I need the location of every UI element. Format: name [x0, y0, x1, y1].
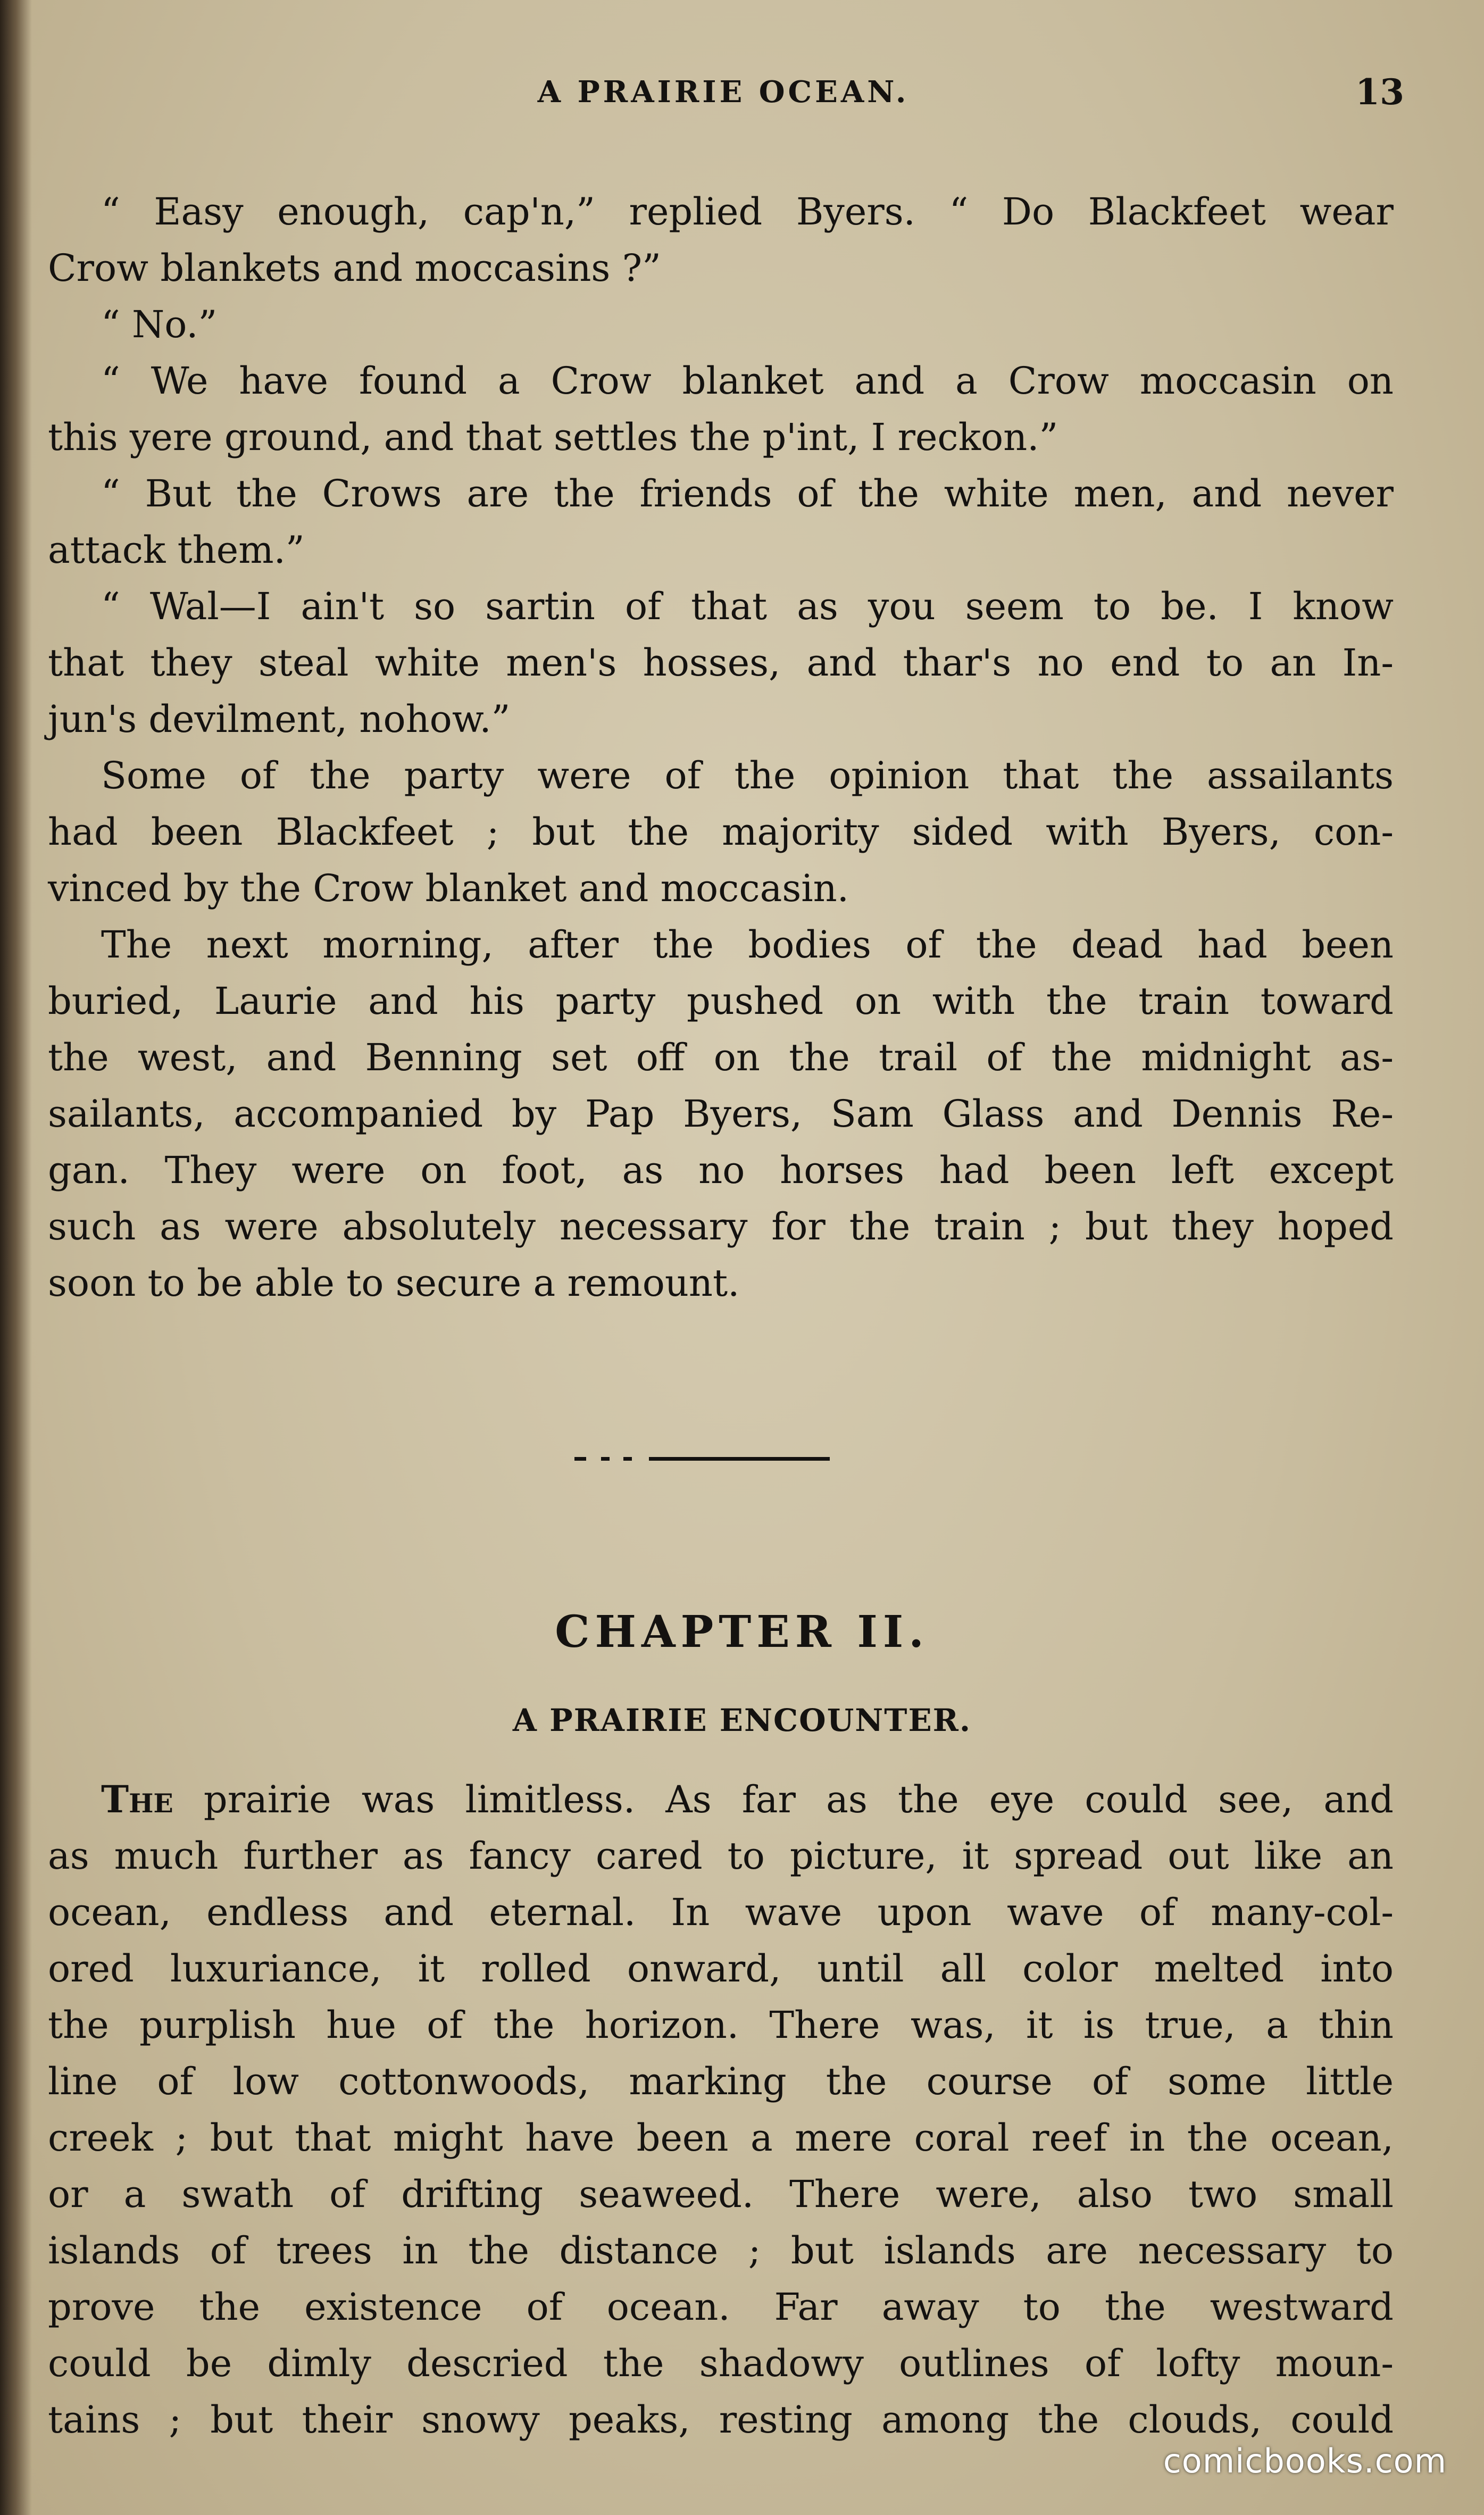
text-line: Some of the party were of the opinion that the assailants	[101, 754, 1394, 797]
chapter-title: CHAPTER II.	[555, 1606, 929, 1658]
text-line: buried, Laurie and his party pushed on with the train toward	[48, 979, 1394, 1023]
text-line: prove the existence of ocean. Far away to the westward	[48, 2285, 1394, 2329]
text-line: had been Blackfeet ; but the majority sided with Byers, con-	[48, 810, 1394, 854]
text-line: vinced by the Crow blanket and moccasin.	[48, 867, 849, 910]
text-line: such as were absolutely necessary for the train ; but they hoped	[48, 1205, 1394, 1248]
text-line: this yere ground, and that settles the p'int, I reckon.”	[48, 415, 1058, 459]
running-head: A PRAIRIE OCEAN.	[537, 74, 910, 110]
text-line: tains ; but their snowy peaks, resting among the clouds, could	[48, 2398, 1394, 2442]
text-line: sailants, accompanied by Pap Byers, Sam Glass and Dennis Re-	[48, 1092, 1394, 1136]
text-line: “ No.”	[101, 303, 218, 346]
text-line: The next morning, after the bodies of the dead had been	[101, 923, 1394, 967]
text-line: “ Easy enough, cap'n,” replied Byers. “ Do Blackfeet wear	[101, 190, 1394, 234]
text-line: islands of trees in the distance ; but islands are necessary to	[48, 2229, 1394, 2272]
bottom-text-block	[48, 1771, 1394, 2448]
text-line: could be dimly descried the shadowy outlines of lofty moun-	[48, 2342, 1394, 2385]
chapter-opening-word: The	[101, 1777, 173, 1821]
text-line: that they steal white men's hosses, and thar's no end to an In-	[48, 641, 1394, 685]
page-binding-edge	[0, 0, 32, 2515]
text-line: as much further as fancy cared to picture, it spread out like an	[48, 1834, 1394, 1878]
top-text-block	[48, 184, 1394, 1311]
chapter-subtitle: A PRAIRIE ENCOUNTER.	[512, 1702, 972, 1738]
watermark: comicbooks.com	[1163, 2442, 1447, 2480]
text-line: “ Wal—I ain't so sartin of that as you seem to be. I know	[101, 585, 1394, 628]
page-number: 13	[1355, 71, 1404, 113]
text-line: attack them.”	[48, 528, 305, 572]
text-line: ored luxuriance, it rolled onward, until all color melted into	[48, 1947, 1394, 1991]
page-header	[48, 71, 1404, 122]
text-line: Crow blankets and moccasins ?”	[48, 246, 661, 290]
text-line: the west, and Benning set off on the trail of the midnight as-	[48, 1036, 1394, 1079]
text-line: “ But the Crows are the friends of the white men, and never	[101, 472, 1394, 515]
text-line: or a swath of drifting seaweed. There were, also two small	[48, 2172, 1394, 2216]
text-line: soon to be able to secure a remount.	[48, 1261, 740, 1305]
text-line	[48, 1771, 1394, 1828]
text-line: jun's devilment, nohow.”	[48, 697, 511, 741]
text-line: creek ; but that might have been a mere coral reef in the ocean,	[48, 2116, 1394, 2160]
chapter-opening-text: prairie was limitless. As far as the eye could see, and	[173, 1778, 1394, 1821]
text-line: “ We have found a Crow blanket and a Crow moccasin on	[101, 359, 1394, 403]
section-divider	[574, 1455, 830, 1462]
text-line: the purplish hue of the horizon. There was, it is true, a thin	[48, 2003, 1394, 2047]
text-line: gan. They were on foot, as no horses had been left except	[48, 1148, 1394, 1192]
text-line: ocean, endless and eternal. In wave upon wave of many-col-	[48, 1891, 1394, 1934]
text-line: line of low cottonwoods, marking the course of some little	[48, 2060, 1394, 2103]
